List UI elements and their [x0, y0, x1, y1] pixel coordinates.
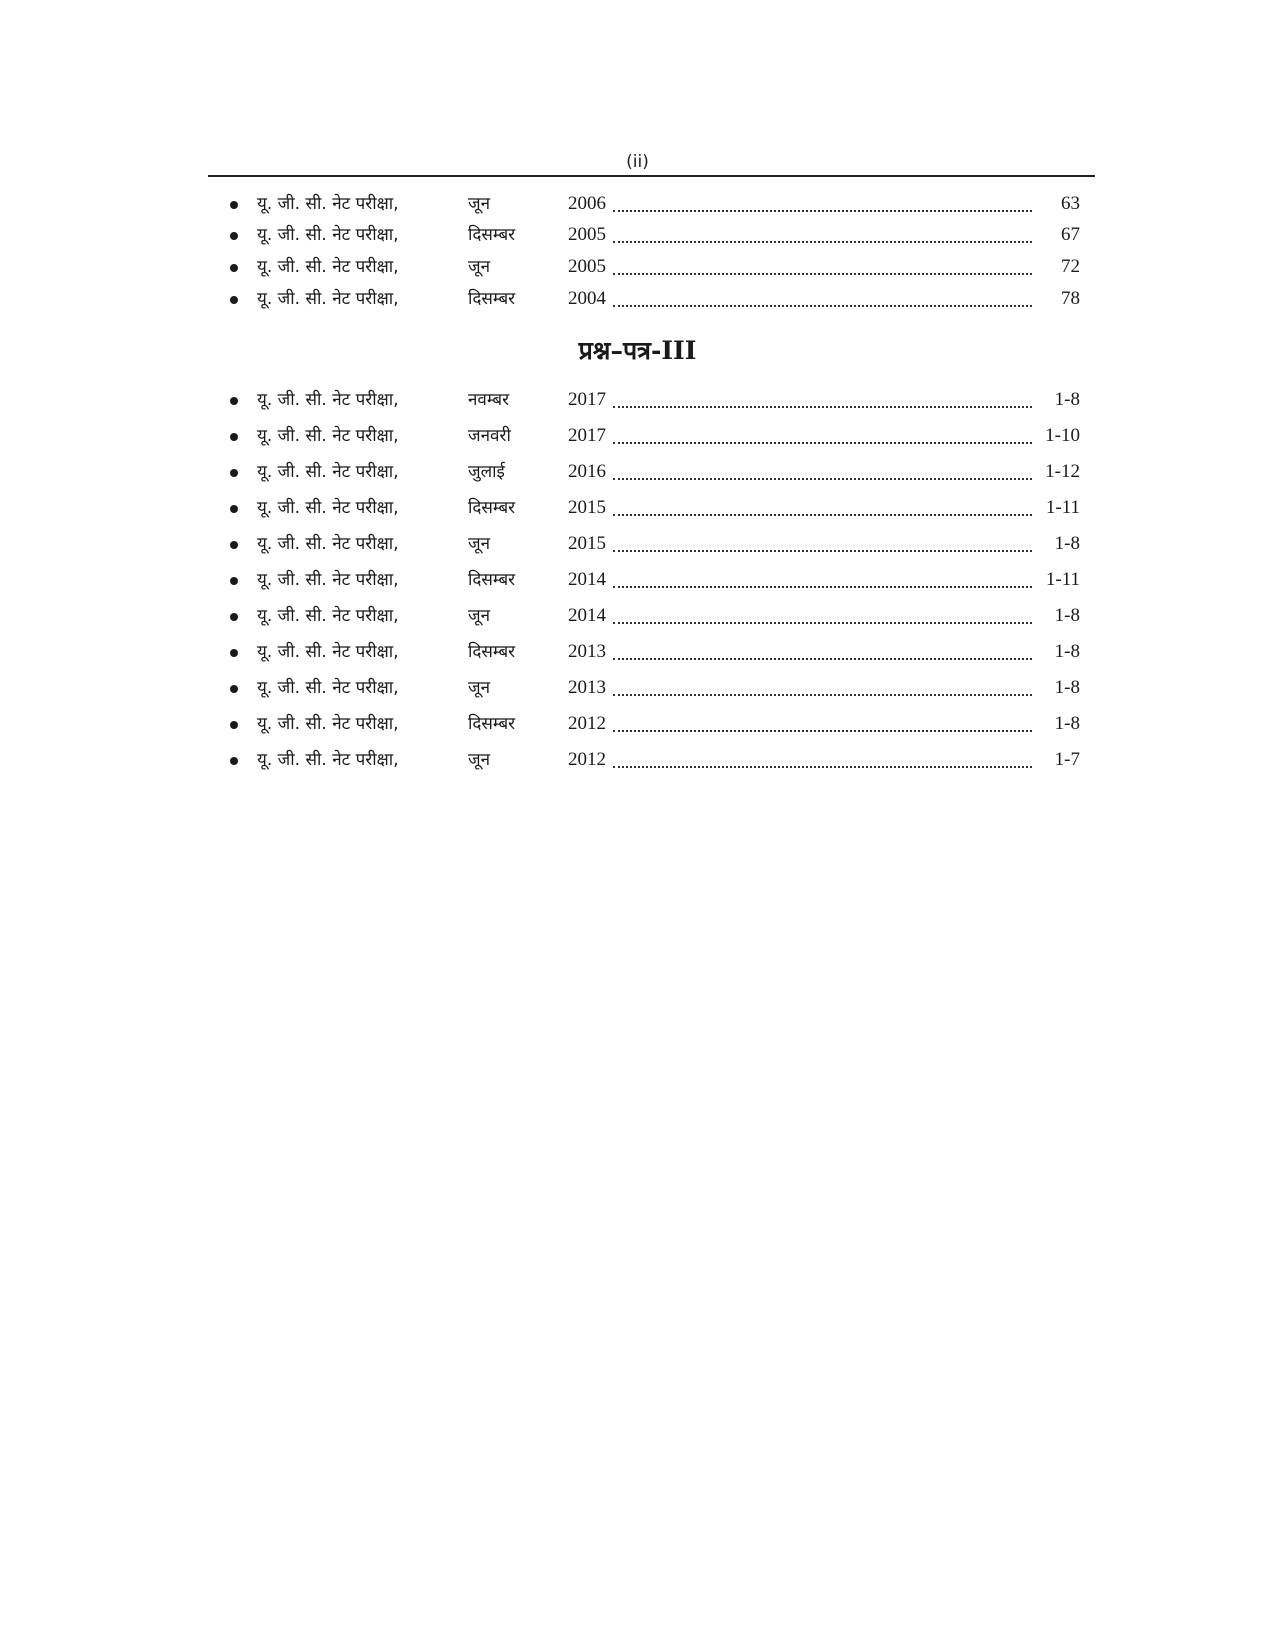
toc-month: दिसम्बर: [468, 289, 516, 309]
toc-entry: [230, 284, 1080, 314]
toc-month: दिसम्बर: [468, 570, 516, 590]
toc-page: 1-8: [1049, 673, 1080, 703]
toc-page: 1-8: [1049, 601, 1080, 631]
toc-exam-name: यू. जी. सी. नेट परीक्षा,: [257, 289, 399, 309]
toc-month: जून: [468, 606, 491, 626]
toc-page: 1-12: [1039, 457, 1080, 487]
dot-leader: [613, 210, 1032, 212]
toc-month: जनवरी: [468, 426, 511, 446]
toc-entry: [230, 457, 1080, 487]
toc-month: जुलाई: [468, 462, 505, 482]
bullet-icon: [230, 721, 238, 729]
bullet-icon: [230, 757, 238, 765]
toc-month: जून: [468, 678, 491, 698]
dot-leader: [613, 658, 1032, 660]
toc-year: 2017: [568, 425, 606, 446]
toc-entry: [230, 745, 1080, 775]
dot-leader: [613, 305, 1032, 307]
bullet-icon: [230, 469, 238, 477]
toc-month: दिसम्बर: [468, 225, 516, 245]
toc-year: 2016: [568, 461, 606, 482]
page-number: (ii): [626, 152, 649, 172]
toc-month: जून: [468, 750, 491, 770]
toc-year: 2005: [568, 256, 606, 277]
toc-month: दिसम्बर: [468, 498, 516, 518]
dot-leader: [613, 730, 1032, 732]
toc-exam-name: यू. जी. सी. नेट परीक्षा,: [257, 750, 399, 770]
toc-year: 2013: [568, 641, 606, 662]
toc-year: 2012: [568, 749, 606, 770]
dot-leader: [613, 622, 1032, 624]
header-rule: [208, 175, 1095, 177]
bullet-icon: [230, 649, 238, 657]
toc-page: 1-7: [1049, 745, 1080, 775]
toc-page: 78: [1055, 284, 1080, 314]
toc-exam-name: यू. जी. सी. नेट परीक्षा,: [257, 714, 399, 734]
toc-page: 72: [1055, 252, 1080, 282]
toc-month: नवम्बर: [468, 390, 510, 410]
toc-exam-name: यू. जी. सी. नेट परीक्षा,: [257, 390, 399, 410]
dot-leader: [613, 406, 1032, 408]
toc-exam-name: यू. जी. सी. नेट परीक्षा,: [257, 570, 399, 590]
toc-entry: [230, 385, 1080, 415]
toc-month: दिसम्बर: [468, 642, 516, 662]
toc-entry: [230, 601, 1080, 631]
bullet-icon: [230, 541, 238, 549]
toc-exam-name: यू. जी. सी. नेट परीक्षा,: [257, 257, 399, 277]
toc-page: 1-8: [1049, 709, 1080, 739]
toc-page: 1-8: [1049, 637, 1080, 667]
toc-year: 2015: [568, 533, 606, 554]
toc-page: 1-8: [1049, 385, 1080, 415]
toc-year: 2015: [568, 497, 606, 518]
toc-entry: [230, 421, 1080, 451]
toc-exam-name: यू. जी. सी. नेट परीक्षा,: [257, 194, 399, 214]
toc-entry: [230, 529, 1080, 559]
dot-leader: [613, 241, 1032, 243]
toc-exam-name: यू. जी. सी. नेट परीक्षा,: [257, 678, 399, 698]
toc-year: 2006: [568, 193, 606, 214]
toc-exam-name: यू. जी. सी. नेट परीक्षा,: [257, 606, 399, 626]
toc-entry: [230, 252, 1080, 282]
bullet-icon: [230, 232, 238, 240]
toc-entry: [230, 673, 1080, 703]
toc-year: 2005: [568, 224, 606, 245]
dot-leader: [613, 442, 1032, 444]
toc-page: 1-10: [1039, 421, 1080, 451]
toc-month: जून: [468, 257, 491, 277]
toc-entry: [230, 220, 1080, 250]
toc-entry: [230, 709, 1080, 739]
bullet-icon: [230, 577, 238, 585]
bullet-icon: [230, 201, 238, 209]
section-title: प्रश्न–पत्र-III: [578, 336, 697, 365]
toc-year: 2012: [568, 713, 606, 734]
toc-month: जून: [468, 194, 491, 214]
toc-month: जून: [468, 534, 491, 554]
toc-entry: [230, 189, 1080, 219]
toc-exam-name: यू. जी. सी. नेट परीक्षा,: [257, 462, 399, 482]
toc-exam-name: यू. जी. सी. नेट परीक्षा,: [257, 225, 399, 245]
toc-year: 2017: [568, 389, 606, 410]
bullet-icon: [230, 397, 238, 405]
bullet-icon: [230, 505, 238, 513]
dot-leader: [613, 694, 1032, 696]
toc-page: 1-11: [1040, 493, 1080, 523]
toc-entry: [230, 493, 1080, 523]
dot-leader: [613, 766, 1032, 768]
toc-page: 63: [1055, 189, 1080, 219]
toc-page: 67: [1055, 220, 1080, 250]
toc-entry: [230, 565, 1080, 595]
toc-year: 2013: [568, 677, 606, 698]
toc-year: 2004: [568, 288, 606, 309]
dot-leader: [613, 550, 1032, 552]
bullet-icon: [230, 296, 238, 304]
toc-exam-name: यू. जी. सी. नेट परीक्षा,: [257, 534, 399, 554]
toc-page: 1-11: [1040, 565, 1080, 595]
bullet-icon: [230, 613, 238, 621]
toc-exam-name: यू. जी. सी. नेट परीक्षा,: [257, 642, 399, 662]
dot-leader: [613, 514, 1032, 516]
bullet-icon: [230, 433, 238, 441]
dot-leader: [613, 586, 1032, 588]
toc-exam-name: यू. जी. सी. नेट परीक्षा,: [257, 498, 399, 518]
dot-leader: [613, 273, 1032, 275]
toc-year: 2014: [568, 569, 606, 590]
bullet-icon: [230, 264, 238, 272]
toc-entry: [230, 637, 1080, 667]
dot-leader: [613, 478, 1032, 480]
toc-month: दिसम्बर: [468, 714, 516, 734]
toc-exam-name: यू. जी. सी. नेट परीक्षा,: [257, 426, 399, 446]
bullet-icon: [230, 685, 238, 693]
toc-page: 1-8: [1049, 529, 1080, 559]
toc-year: 2014: [568, 605, 606, 626]
